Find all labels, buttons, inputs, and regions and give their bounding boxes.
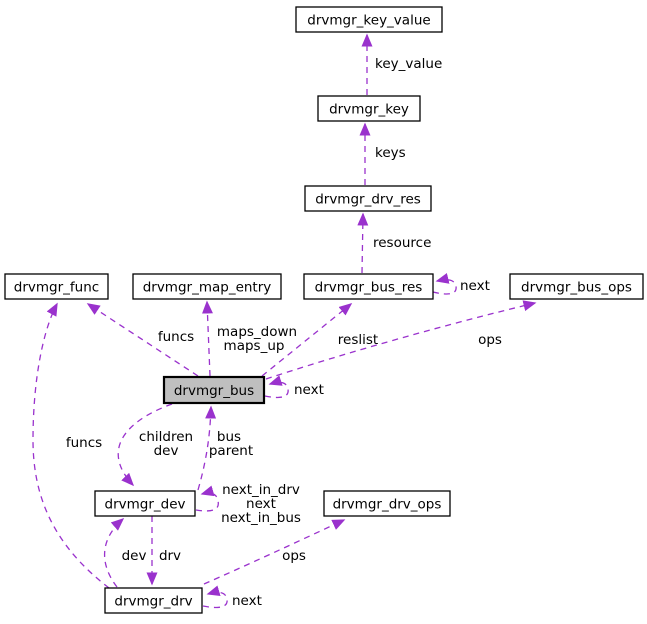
edge-label-maps_down: maps_down bbox=[216, 324, 298, 340]
edge-label-next-bus_res: next bbox=[460, 278, 490, 294]
edge-label-next-bus: next bbox=[294, 382, 324, 398]
edge-bus_res-to-drv_res bbox=[362, 214, 363, 273]
node-drvmgr_map_entry[interactable] bbox=[133, 274, 281, 299]
node-label-drvmgr_key_value[interactable]: drvmgr_key_value bbox=[307, 12, 431, 29]
edge-dev-self-next bbox=[196, 493, 218, 511]
node-label-drvmgr_drv[interactable]: drvmgr_drv bbox=[114, 593, 193, 610]
edge-drv-to-dev bbox=[105, 519, 123, 587]
edge-label-next_in_drv: next_in_drv bbox=[222, 482, 300, 498]
node-label-drvmgr_dev[interactable]: drvmgr_dev bbox=[104, 496, 186, 513]
edge-label-next-drv: next bbox=[232, 593, 262, 609]
edge-label-key_value: key_value bbox=[375, 56, 443, 72]
node-label-drvmgr_bus_res[interactable]: drvmgr_bus_res bbox=[314, 279, 423, 296]
node-drvmgr_bus_res[interactable] bbox=[304, 274, 433, 299]
edge-label-children: children bbox=[138, 429, 194, 445]
edge-label-drv: drv bbox=[158, 548, 182, 564]
node-drvmgr_drv_ops[interactable] bbox=[324, 491, 450, 516]
edge-label-ops-drv_ops: ops bbox=[282, 548, 306, 564]
edge-drv-self-next bbox=[203, 592, 227, 607]
node-drvmgr_bus_ops[interactable] bbox=[510, 274, 643, 299]
node-drvmgr_drv_res[interactable] bbox=[305, 186, 431, 211]
edge-label-dev-drv: dev bbox=[121, 548, 147, 564]
node-label-drvmgr_key[interactable]: drvmgr_key bbox=[329, 101, 409, 118]
edge-bus-to-map_entry bbox=[207, 302, 210, 376]
edge-bus-self-next bbox=[265, 382, 288, 397]
edge-label-resource: resource bbox=[373, 235, 432, 251]
edge-label-funcs-bus: funcs bbox=[157, 329, 195, 345]
node-label-drvmgr_func[interactable]: drvmgr_func bbox=[13, 279, 100, 296]
node-drvmgr_func[interactable] bbox=[5, 274, 108, 299]
edge-label-maps_up: maps_up bbox=[223, 338, 285, 354]
node-label-drvmgr_bus_ops[interactable]: drvmgr_bus_ops bbox=[521, 279, 632, 296]
node-label-drvmgr_drv_ops[interactable]: drvmgr_drv_ops bbox=[332, 496, 442, 513]
node-label-drvmgr_map_entry[interactable]: drvmgr_map_entry bbox=[142, 279, 272, 296]
edge-label-next-dev: next bbox=[246, 496, 276, 512]
node-drvmgr_key_value[interactable] bbox=[296, 7, 442, 32]
node-label-drvmgr_drv_res[interactable]: drvmgr_drv_res bbox=[315, 191, 421, 208]
edge-label-dev-bus: dev bbox=[153, 443, 179, 459]
edge-drv-to-drv_ops bbox=[204, 520, 344, 584]
node-drvmgr_drv[interactable] bbox=[105, 588, 202, 613]
edge-label-keys: keys bbox=[375, 145, 406, 161]
edge-bus_res-self-next bbox=[433, 280, 456, 294]
node-drvmgr_dev[interactable] bbox=[95, 491, 195, 516]
node-label-drvmgr_bus[interactable]: drvmgr_bus bbox=[173, 383, 255, 399]
edge-label-ops-bus_ops: ops bbox=[478, 332, 502, 348]
edge-label-next_in_bus: next_in_bus bbox=[221, 510, 301, 526]
node-drvmgr_key[interactable] bbox=[318, 96, 420, 121]
node-drvmgr_bus-current[interactable] bbox=[164, 377, 264, 403]
edge-label-bus: bus bbox=[216, 429, 242, 445]
edge-label-funcs-drv: funcs bbox=[65, 435, 103, 451]
edge-label-parent: parent bbox=[208, 443, 254, 459]
edge-label-reslist: reslist bbox=[337, 332, 379, 348]
